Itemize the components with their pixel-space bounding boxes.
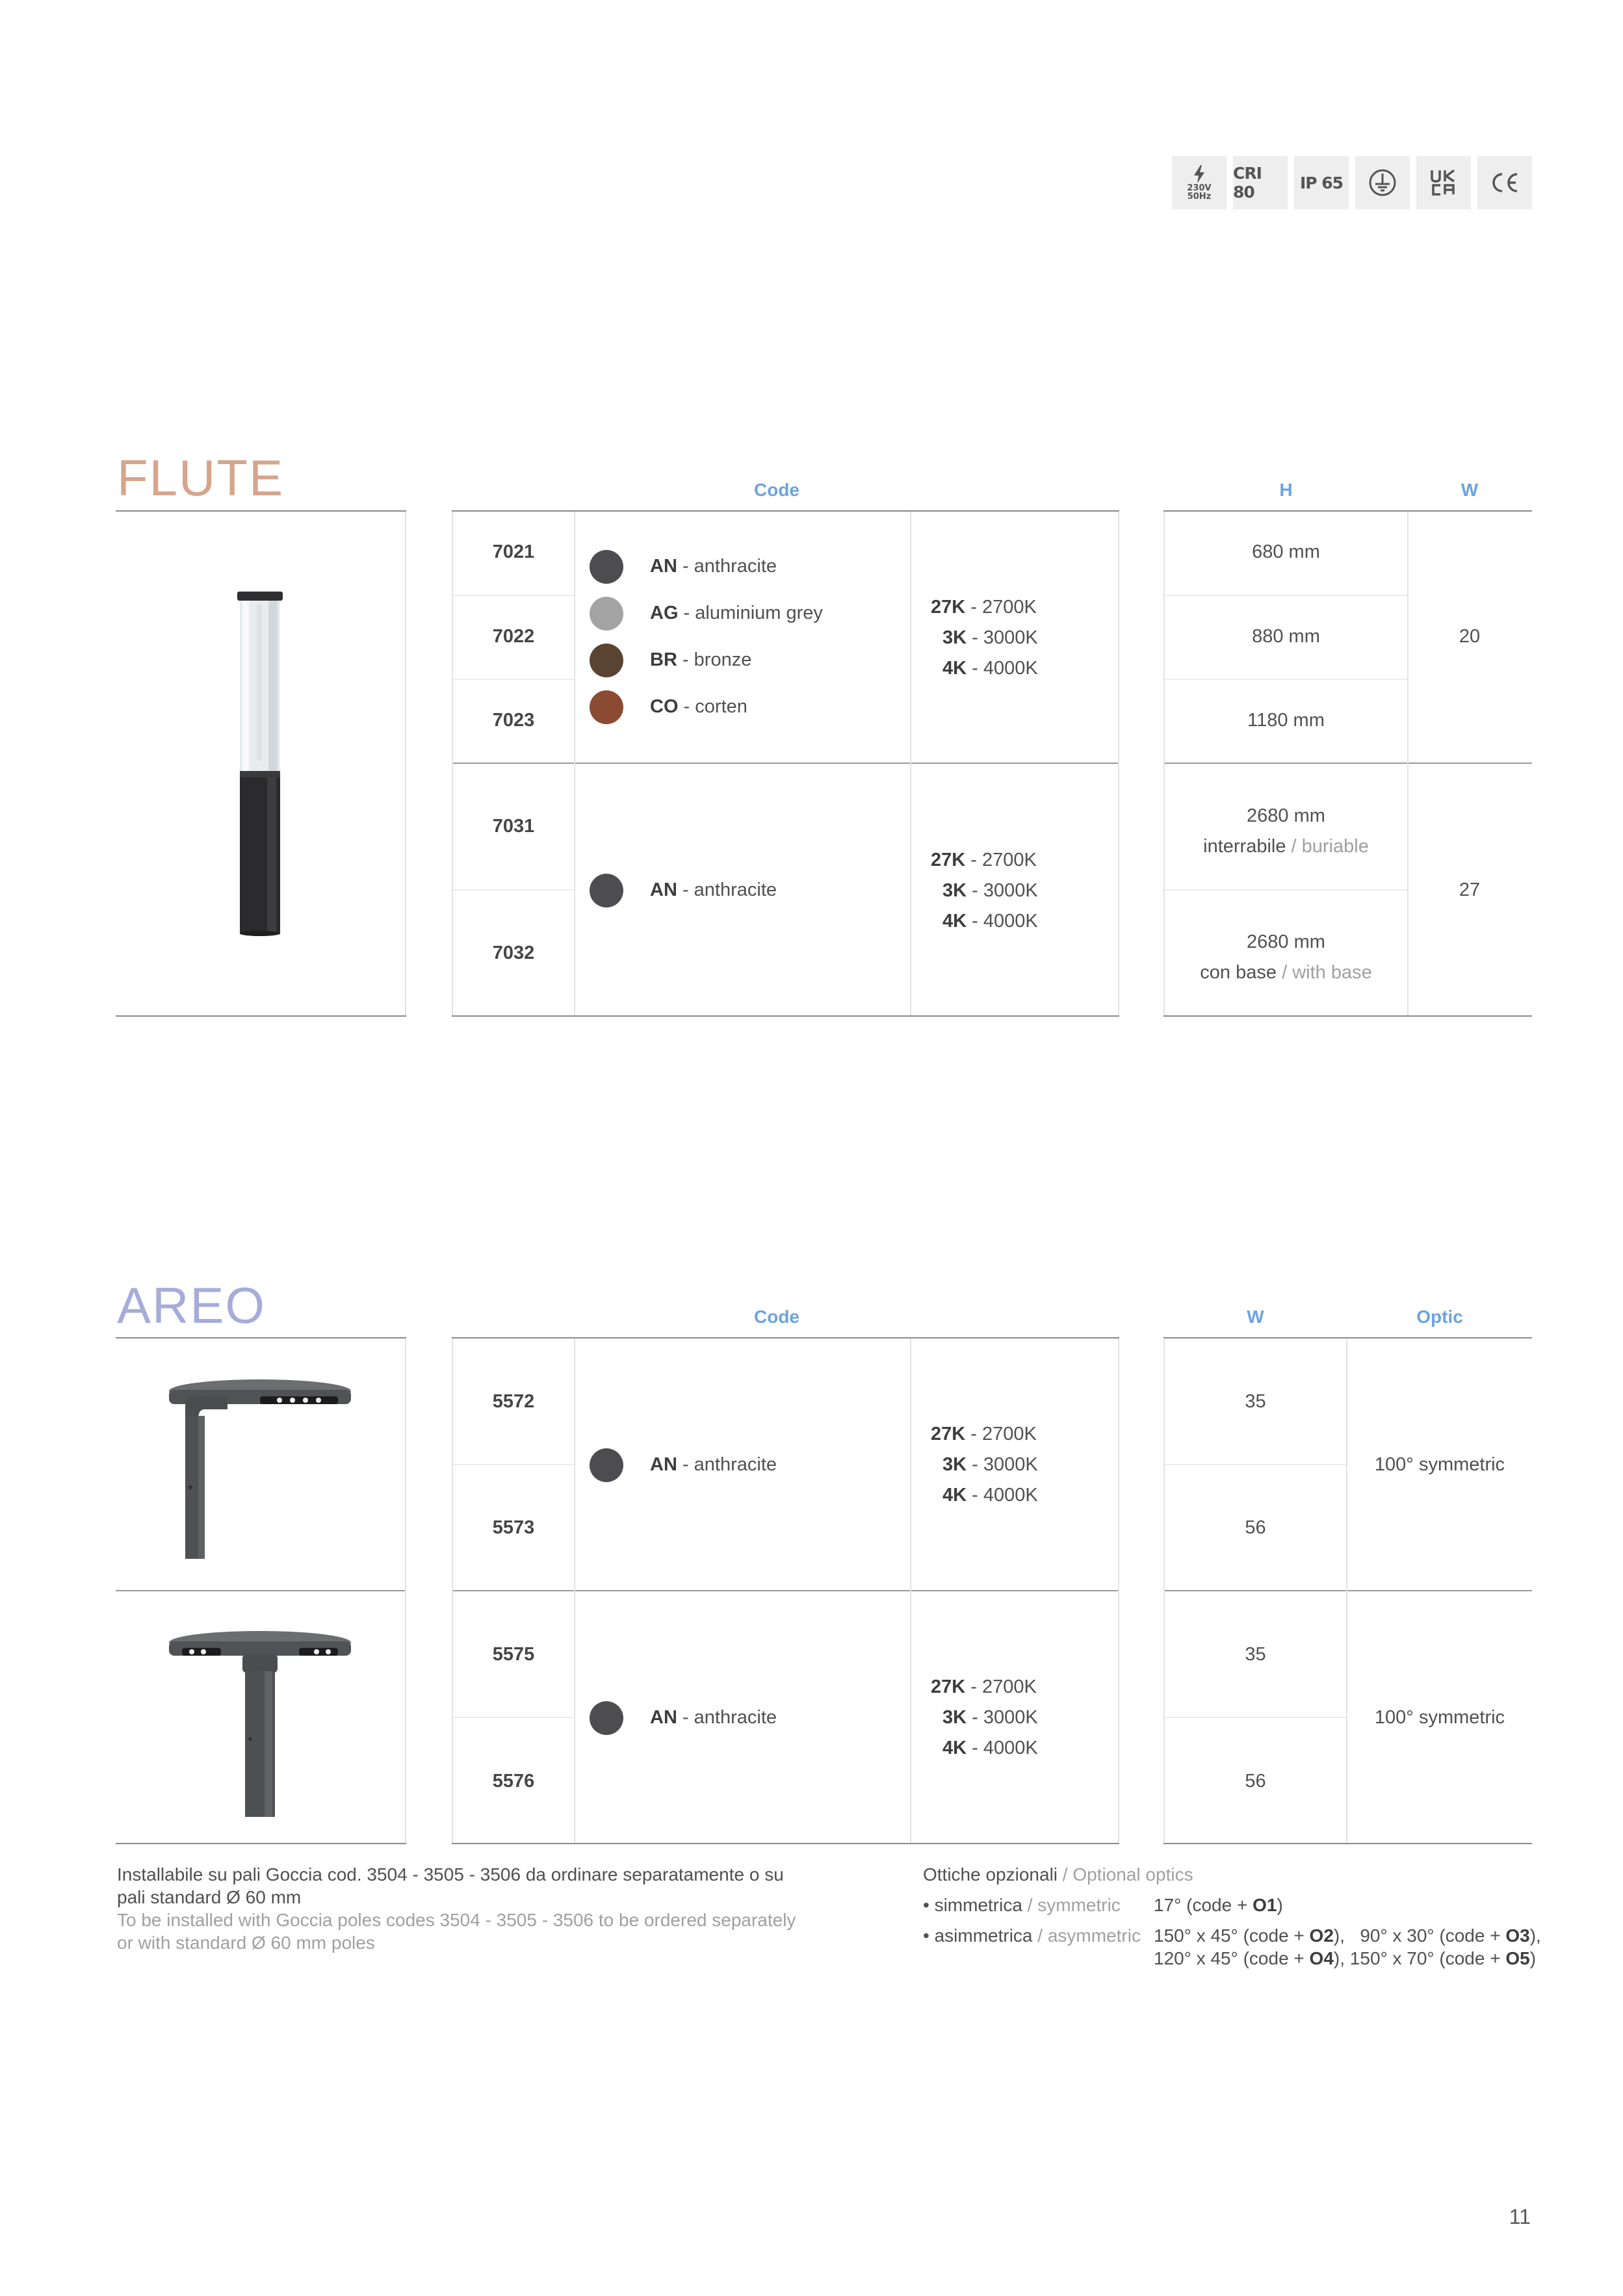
flute-row-sep: [1165, 679, 1407, 680]
areo-code-5575: 5575: [492, 1644, 535, 1665]
areo-optic-a: 100° symmetric: [1374, 1454, 1505, 1475]
flute-code-header: Code: [754, 480, 799, 500]
flute-table-right-border: [1118, 512, 1119, 1015]
areo-row-sep: [1165, 1717, 1346, 1718]
flute-finish-co: CO - corten: [650, 696, 747, 717]
flute-image-bottom-line: [116, 1015, 406, 1017]
areo-image-top-line: [116, 1337, 406, 1338]
areo-row-sep: [453, 1464, 574, 1465]
flute-finish-an: AN - anthracite: [650, 556, 777, 577]
cri-label: CRI 80: [1233, 164, 1262, 202]
page-number: 11: [1509, 2205, 1531, 2228]
areo-w-left-border: [1163, 1338, 1165, 1843]
finish-swatch-anthracite: [590, 1701, 623, 1735]
areo-finish-b: AN - anthracite: [650, 1707, 777, 1728]
lightning-icon: [1191, 164, 1207, 184]
flute-row-sep: [453, 889, 574, 891]
flute-height-880: 880 mm: [1252, 626, 1320, 647]
areo-temps-a: 27K - 2700K 3K - 3000K 4K - 4000K: [931, 1424, 1038, 1506]
areo-image-mid-line: [116, 1590, 406, 1591]
areo-row-sep: [1165, 1464, 1346, 1465]
areo-code-top-line: [452, 1337, 1119, 1338]
finish-swatch-bronze: [590, 644, 623, 677]
areo-row-sep: [453, 1717, 574, 1718]
areo-temps-b: 27K - 2700K 3K - 3000K 4K - 4000K: [931, 1676, 1038, 1758]
ce-icon: [1490, 172, 1520, 194]
flute-table-left-border: [452, 512, 453, 1015]
areo-wo-bottom-line: [1163, 1843, 1532, 1844]
areo-wo-top-line: [1163, 1337, 1532, 1338]
areo-side-mount-image: [166, 1377, 354, 1559]
areo-w-header: W: [1247, 1307, 1264, 1327]
flute-code-7021: 7021: [492, 541, 535, 562]
areo-watt-5573: 56: [1245, 1517, 1266, 1538]
flute-row-sep: [453, 679, 574, 680]
install-note-it: Installabile su pali Goccia cod. 3504 - 3505 - 3506 da ordinare separatamente o su pali standard Ø 60 mm: [117, 1864, 784, 1907]
flute-hw-mid-line: [1163, 763, 1532, 764]
areo-code-col-border: [574, 1338, 575, 1843]
ce-badge: [1477, 156, 1532, 209]
optics-symmetric-label: • simmetrica / symmetric: [923, 1895, 1121, 1915]
areo-top-mount-image: [166, 1628, 354, 1817]
optics-title: Ottiche opzionali / Optional optics: [923, 1864, 1193, 1885]
finish-swatch-anthracite: [590, 550, 623, 584]
flute-image-top-line: [116, 510, 406, 512]
areo-code-header: Code: [754, 1307, 799, 1327]
finish-swatch-corten: [590, 690, 623, 724]
optics-asymmetric-values-1: 150° x 45° (code + O2), 90° x 30° (code + O3),: [1154, 1925, 1541, 1946]
flute-hw-bottom-line: [1163, 1015, 1532, 1017]
ip-label: IP 65: [1299, 173, 1344, 192]
flute-w-header: W: [1461, 480, 1479, 500]
flute-code-7031: 7031: [492, 816, 535, 837]
areo-finish-col-border: [910, 1338, 911, 1843]
flute-height-680: 680 mm: [1252, 541, 1320, 562]
flute-finish-ag: AG - aluminium grey: [650, 603, 823, 623]
areo-wo-mid-line: [1163, 1590, 1532, 1591]
flute-image-right-border: [405, 512, 406, 1015]
areo-optic-b: 100° symmetric: [1374, 1707, 1505, 1728]
flute-height-with-base: 2680 mm con base / with base: [1200, 932, 1372, 983]
areo-code-5572: 5572: [492, 1391, 535, 1412]
voltage-label: 230V 50Hz: [1187, 183, 1212, 202]
areo-code-mid-line: [452, 1590, 1119, 1591]
areo-code-5576: 5576: [492, 1771, 535, 1792]
flute-finish-col-border: [910, 512, 911, 1015]
flute-finish-br: BR - bronze: [650, 649, 752, 670]
flute-row-sep: [453, 595, 574, 596]
areo-title: AREO: [117, 1277, 266, 1334]
flute-finish-b: AN - anthracite: [650, 880, 777, 900]
flute-title: FLUTE: [117, 449, 285, 506]
flute-product-image: [231, 592, 289, 936]
optics-asymmetric-label: • asimmetrica / asymmetric: [923, 1925, 1141, 1946]
areo-table-left-border: [452, 1338, 453, 1843]
flute-code-mid-line: [452, 763, 1119, 764]
finish-swatch-aluminium-grey: [590, 597, 623, 631]
areo-watt-5575: 35: [1245, 1644, 1266, 1665]
areo-image-right-border: [405, 1338, 406, 1843]
areo-finish-a: AN - anthracite: [650, 1454, 777, 1475]
flute-watt-a: 20: [1459, 626, 1481, 647]
ip-badge: [1294, 156, 1349, 209]
optics-asymmetric-values-2: 120° x 45° (code + O4), 150° x 70° (code + O5): [1154, 1948, 1537, 1968]
flute-row-sep: [1165, 595, 1407, 596]
ukca-icon: [1429, 168, 1458, 197]
areo-optic-header: Optic: [1416, 1307, 1463, 1327]
flute-code-7023: 7023: [492, 710, 535, 731]
flute-code-col-border: [574, 512, 575, 1015]
flute-temps-b: 27K - 2700K 3K - 3000K 4K - 4000K: [931, 850, 1038, 932]
flute-row-sep: [1165, 889, 1407, 891]
flute-code-7032: 7032: [492, 943, 535, 963]
flute-hw-top-line: [1163, 510, 1532, 512]
ukca-badge: [1416, 156, 1471, 209]
flute-watt-b: 27: [1459, 880, 1481, 900]
flute-height-1180: 1180 mm: [1247, 710, 1325, 731]
areo-watt-5572: 35: [1245, 1391, 1266, 1412]
ground-icon: [1368, 168, 1397, 197]
flute-code-top-line: [452, 510, 1119, 512]
areo-image-bottom-line: [116, 1843, 406, 1844]
voltage-badge: [1172, 156, 1227, 209]
areo-w-right-border: [1346, 1338, 1347, 1843]
areo-code-bottom-line: [452, 1843, 1119, 1844]
areo-code-5573: 5573: [492, 1517, 535, 1538]
install-note-en: To be installed with Goccia poles codes 3504 - 3505 - 3506 to be ordered separately or with standard Ø 60 mm poles: [117, 1910, 796, 1953]
cri-badge: [1233, 156, 1288, 209]
areo-watt-5576: 56: [1245, 1771, 1266, 1792]
flute-h-header: H: [1279, 480, 1293, 500]
ground-badge: [1355, 156, 1410, 209]
flute-code-bottom-line: [452, 1015, 1119, 1017]
optics-symmetric-value: 17° (code + O1): [1154, 1895, 1283, 1915]
flute-height-buriable: 2680 mm interrabile / buriable: [1203, 805, 1369, 857]
finish-swatch-anthracite: [590, 1448, 623, 1482]
flute-code-7022: 7022: [492, 626, 535, 647]
finish-swatch-anthracite: [590, 874, 623, 907]
flute-temps-a: 27K - 2700K 3K - 3000K 4K - 4000K: [931, 597, 1038, 679]
areo-table-right-border: [1118, 1338, 1119, 1843]
